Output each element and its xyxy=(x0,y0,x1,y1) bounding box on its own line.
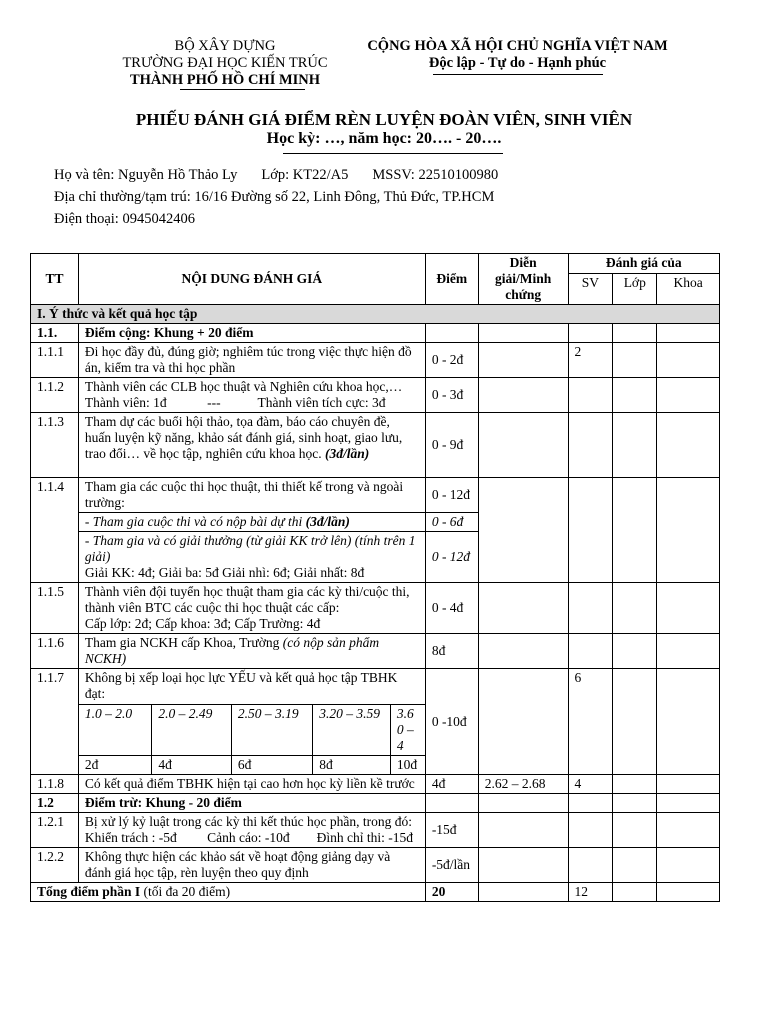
university-name: TRƯỜNG ĐẠI HỌC KIẾN TRÚC xyxy=(122,55,328,71)
gpa-range: 1.0 – 2.0 xyxy=(79,705,152,756)
table-row xyxy=(31,813,720,848)
gpa-range-row xyxy=(79,705,425,756)
row-tt: 1.1.8 xyxy=(31,775,79,794)
gpa-range: 3.6 0 – 4 xyxy=(390,705,424,756)
col-content: NỘI DUNG ĐÁNH GIÁ xyxy=(78,254,425,305)
national-motto: Độc lập - Tự do - Hạnh phúc xyxy=(428,55,607,71)
row-tt: 1.1. xyxy=(31,324,79,343)
row-score: 0 -10đ xyxy=(425,669,478,775)
ministry-name: BỘ XÂY DỰNG xyxy=(174,38,276,54)
row-text: Đi học đầy đủ, đúng giờ; nghiêm túc trong việc thực hiện đồ án, kiểm tra và thi học phần xyxy=(78,343,425,378)
gpa-range: 2.0 – 2.49 xyxy=(152,705,232,756)
gpa-points: 6đ xyxy=(231,756,312,775)
row-sv-score: 6 xyxy=(568,669,613,775)
row-evidence: 2.62 – 2.68 xyxy=(478,775,568,794)
total-sv-score: 12 xyxy=(568,883,613,902)
table-row xyxy=(31,324,720,343)
row-text: Không thực hiện các khảo sát về hoạt động giảng dạy và đánh giá học tập, rèn luyện theo quy định xyxy=(78,848,425,883)
row-text: Thành viên các CLB học thuật và Nghiên cứu khoa học,… Thành viên: 1đ --- Thành viên tích cực: 3đ xyxy=(78,378,425,413)
col-eval-of: Đánh giá của xyxy=(568,254,719,274)
motto-underline xyxy=(433,74,603,75)
row-sv-score: 4 xyxy=(568,775,613,794)
row-tt: 1.2.2 xyxy=(31,848,79,883)
row-text: Tham dự các buổi hội thảo, tọa đàm, báo cáo chuyên đề, huấn luyện kỹ năng, khảo sát đánh giá, sinh hoạt, giao lưu, trao đổi… về học tập, nghiên cứu khoa học. (3đ/lần) xyxy=(78,413,425,478)
col-lop: Lớp xyxy=(613,274,657,305)
row-tt: 1.2.1 xyxy=(31,813,79,848)
col-evidence: Diễn giải/Minh chứng xyxy=(478,254,568,305)
evaluation-table xyxy=(30,253,720,902)
table-row xyxy=(31,775,720,794)
gpa-points: 4đ xyxy=(152,756,232,775)
row-score: -15đ xyxy=(425,813,478,848)
row-tt: 1.1.6 xyxy=(31,634,79,669)
document-title: PHIẾU ĐÁNH GIÁ ĐIỂM RÈN LUYỆN ĐOÀN VIÊN, SINH VIÊN xyxy=(135,110,633,129)
row-score: 4đ xyxy=(425,775,478,794)
row-score: 0 - 9đ xyxy=(425,413,478,478)
col-khoa: Khoa xyxy=(657,274,720,305)
row-text: Điểm cộng: Khung + 20 điểm xyxy=(78,324,425,343)
student-class: Lớp: KT22/A5 xyxy=(261,167,349,183)
section-1-title: I. Ý thức và kết quả học tập xyxy=(31,305,720,324)
col-score: Điểm xyxy=(425,254,478,305)
table-header-row xyxy=(31,254,720,274)
student-address: Địa chỉ thường/tạm trú: 16/16 Đường số 22, Linh Đông, Thủ Đức, TP.HCM xyxy=(54,189,495,205)
row-tt: 1.2 xyxy=(31,794,79,813)
row-text: Điểm trừ: Khung - 20 điểm xyxy=(78,794,425,813)
total-label: Tổng điểm phần I (tối đa 20 điểm) xyxy=(31,883,426,902)
row-tt: 1.1.3 xyxy=(31,413,79,478)
row-score: 0 - 6đ xyxy=(425,513,478,532)
ministry-header xyxy=(90,38,360,89)
gpa-range: 2.50 – 3.19 xyxy=(231,705,312,756)
student-line-1 xyxy=(54,164,754,186)
gpa-points: 2đ xyxy=(79,756,152,775)
gpa-range: 3.20 – 3.59 xyxy=(313,705,391,756)
semester-line: Học kỳ: …, năm học: 20…. - 20…. xyxy=(266,130,502,147)
row-tt: 1.1.5 xyxy=(31,583,79,634)
row-text: Có kết quả điểm TBHK hiện tại cao hơn học kỳ liền kề trước xyxy=(78,775,425,794)
row-tt: 1.1.7 xyxy=(31,669,79,775)
table-row xyxy=(31,634,720,669)
gpa-points: 8đ xyxy=(313,756,391,775)
row-text: Tham gia NCKH cấp Khoa, Trường (có nộp sản phẩm NCKH) xyxy=(78,634,425,669)
left-header-underline xyxy=(180,89,305,90)
table-row xyxy=(31,343,720,378)
row-text: Tham gia các cuộc thi học thuật, thi thiết kế trong và ngoài trường: xyxy=(78,478,425,513)
row-tt: 1.1.4 xyxy=(31,478,79,583)
row-score: 0 - 2đ xyxy=(425,343,478,378)
table-row xyxy=(31,583,720,634)
row-text: Không bị xếp loại học lực YẾU và kết quả học tập TBHK đạt: 1.0 – 2.0 2.0 – 2.49 2.50 – 3.19 3.20 – 3.59 3.6 0 – 4 2đ 4đ 6đ 8đ 10đ xyxy=(78,669,425,775)
col-tt: TT xyxy=(31,254,79,305)
row-tt: 1.1.2 xyxy=(31,378,79,413)
row-score: 0 - 3đ xyxy=(425,378,478,413)
col-sv: SV xyxy=(568,274,613,305)
row-text: Bị xử lý kỷ luật trong các kỳ thi kết thúc học phần, trong đó: Khiển trách : -5đ Cảnh cáo: -10đ Đình chỉ thi: -15đ xyxy=(78,813,425,848)
row-tt: 1.1.1 xyxy=(31,343,79,378)
table-row xyxy=(31,413,720,478)
row-text: Thành viên đội tuyển học thuật tham gia các kỳ thi/cuộc thi, thành viên BTC các cuộc thi học thuật các cấp: Cấp lớp: 2đ; Cấp khoa: 3đ; Cấp Trường: 4đ xyxy=(78,583,425,634)
table-row xyxy=(31,848,720,883)
total-row xyxy=(31,883,720,902)
row-score: 0 - 4đ xyxy=(425,583,478,634)
table-row xyxy=(31,669,720,775)
row-score: 0 - 12đ xyxy=(425,478,478,513)
national-header xyxy=(350,38,685,72)
gpa-points-row xyxy=(79,756,425,775)
student-name: Họ và tên: Nguyễn Hồ Thảo Ly xyxy=(54,167,238,183)
gpa-scale-table xyxy=(79,704,425,774)
table-row xyxy=(31,794,720,813)
table-row xyxy=(31,478,720,513)
student-info xyxy=(54,164,754,230)
gpa-points: 10đ xyxy=(390,756,424,775)
table-row xyxy=(31,378,720,413)
student-phone: Điện thoại: 0945042406 xyxy=(54,211,195,227)
total-score: 20 xyxy=(425,883,478,902)
row-score: 8đ xyxy=(425,634,478,669)
city-name: THÀNH PHỐ HỒ CHÍ MINH xyxy=(129,72,321,88)
row-text: - Tham gia và có giải thưởng (từ giải KK trở lên) (tính trên 1 giải) Giải KK: 4đ; Giải ba: 5đ Giải nhì: 6đ; Giải nhất: 8đ xyxy=(78,532,425,583)
row-sv-score: 2 xyxy=(568,343,613,378)
title-underline xyxy=(283,153,503,154)
section-row xyxy=(31,305,720,324)
row-text: - Tham gia cuộc thi và có nộp bài dự thi (3đ/lần) xyxy=(78,513,425,532)
republic-name: CỘNG HÒA XÃ HỘI CHỦ NGHĨA VIỆT NAM xyxy=(367,38,668,54)
row-score: 0 - 12đ xyxy=(425,532,478,583)
student-id: MSSV: 22510100980 xyxy=(372,167,499,183)
row-score: -5đ/lần xyxy=(425,848,478,883)
